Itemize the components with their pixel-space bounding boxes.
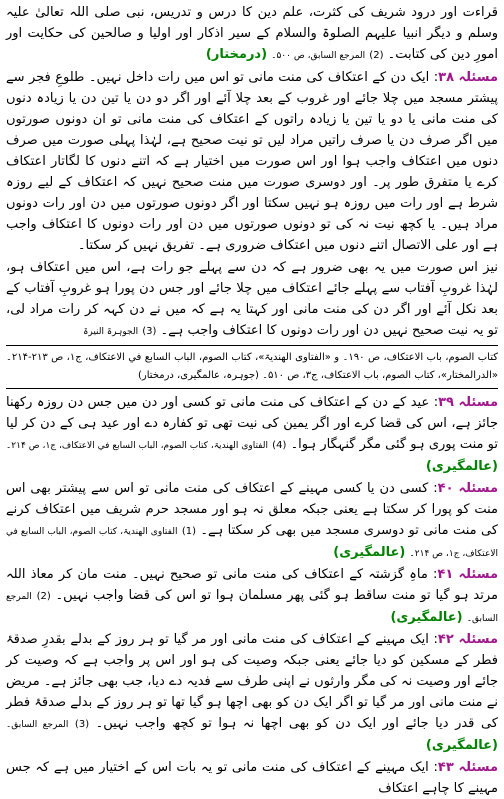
paragraph-text: ایک دن کے اعتکاف کی منت مانی تو اس میں رات داخل نہیں۔ طلوعِ فجر سے پیشتر مسجد میں چلا جائے اور غروب کے بعد چلا آئے اور اگر دو دن یا تین دن یا زیادہ دنوں کی منت مانی یا دو یا تین یا زیادہ راتوں کے اعتکاف کی منت مانی تو ان دونوں صورتوں میں اگر صرف دن یا صرف راتیں مراد لیں تو نیت صحیح ہے، لہٰذا پہلی صورت میں صرف دنوں میں اعتکاف واجب ہوا اور اس صورت میں اختیار ہے کہ اتنے دنوں کا لگاتار اعتکاف کرے یا متفرق طور پر۔ اور دوسری صورت میں منت صحیح نہیں کہ اعتکاف کے لیے روزہ شرط ہے اور رات میں روزہ ہو نہیں سکتا اور اگر دونوں صورتوں میں دن اور رات دونوں مراد ہیں۔ یا کچھ نیت نہ کی تو دونوں صورتوں میں دن اور رات دونوں کا اعتکاف واجب ہے اور علی الاتصال اتنے دنوں میں اعتکاف ضروری ہے۔ تفریق نہیں کر سکتا۔ [6,70,498,253]
paragraph-text: نیز اس صورت میں یہ بھی ضرور ہے کہ دن سے پہلے جو رات ہے، اس میں اعتکاف ہو، لہٰذا غروبِ آفتاب سے پہلے جائے اعتکاف میں چلا جائے اور جس دن پورا ہو غروبِ آفتاب کے بعد نکل آئے اور اگر دن کی منت مانی اور کہتا یہ ہے کہ میں نے دن کہہ کر رات مراد لی، تو یہ نیت صحیح نہیں دن اور رات دونوں کا اعتکاف واجب ہے۔ [6,260,498,338]
masala-label: مسئلہ [458,481,498,496]
masala-number: ۴۱ [437,567,454,582]
paragraph-text: عید کے دن کے اعتکاف کی منت مانی تو کسی اور دن میں جس دن روزہ رکھنا جائز ہے، اس کی قضا کرے اور اگر یمین کی نیت تھی تو کفارہ دے اور عید ہی کے دن کر لیا تو منت پوری ہو گئی مگر گنہگار ہوا۔ [6,395,498,452]
footnote-marker: (2) [36,591,51,602]
masala-41: مسئلہ ۴۱: ماہِ گزشتہ کے اعتکاف کی منت مانی تو صحیح نہیں۔ منت مان کر معاذ اللہ مرتد ہو گیا تو منت ساقط ہو گئی پھر مسلمان ہوا تو اس کی قضا واجب نہیں۔ (2) المرجع السابق۔ (عالمگیری) [6,567,499,625]
inline-reference-note: الفتاوی الھندیۃ، کتاب الصوم، الباب السابع في الاعتکاف، ج۱، ص ۲۱۴۔ [6,441,268,451]
masala-number: ۳۹ [438,395,454,410]
source-reference: (عالمگیری) [425,459,498,474]
paragraph-text: ایک مہینے کے اعتکاف کی منت مانی اور مر گیا تو ہر روز کے بدلے بقدرِ صدقۂ فطر کے مسکین کو دیا جائے یعنی جبکہ وصیت کی ہو اور اس پر واجب ہے کہ وصیت کر جائے اور وصیت نہ کی مگر وارثوں نے اپنی طرف سے فدیہ دے دیا، جب بھی جائز ہے۔ مریض نے منت مانی اور مر گیا تو اگر ایک دن کو بھی اچھا ہو گیا تھا تو ہر روز کے بدلے صدقۂ فطر کی قدر دیا جائے اور ایک دن کو بھی اچھا نہ ہوا تو کچھ واجب نہیں۔ [6,632,498,731]
masala-39: مسئلہ ۳۹: عید کے دن کے اعتکاف کی منت مانی تو کسی اور دن میں جس دن روزہ رکھنا جائز ہے، اس کی قضا کرے اور اگر یمین کی نیت تھی تو کفارہ دے اور عید ہی کے دن کر لیا تو منت پوری ہو گئی مگر گنہگار ہوا۔ (4) الفتاوی الھندیۃ، کتاب الصوم، الباب السابع في الاعتکاف، ج۱، ص ۲۱۴۔ (عالمگیری) [6,395,498,474]
inline-reference-note: المرجع السابق۔ [6,720,69,730]
paragraph-continuation [6,257,498,342]
inline-reference-note: المرجع السابق۔ [6,592,498,624]
source-reference: (عالمگیری) [425,738,498,753]
footnote-block: کتاب الصوم، باب الاعتکاف، ص ۱۹۰۔ و «الفتاوی الھندیۃ»، کتاب الصوم، الباب السابع في الاعتکاف، ج۱، ص ۲۱۳-۲۱۴۔ «الدرالمختار»، کتاب الصوم، باب الاعتکاف، ج۳، ص ۵۱۰۔ (جوہرہ، عالمگیری، درمختار) [6,352,498,381]
footnote-marker: (1) [181,526,197,537]
masala-38: مسئلہ ۳۸: ایک دن کے اعتکاف کی منت مانی تو اس میں رات داخل نہیں۔ طلوعِ فجر سے پیشتر مسجد میں چلا جائے اور غروب کے بعد چلا آئے اور اگر دو دن یا تین دن یا زیادہ دنوں کی منت مانی یا دو یا تین یا زیادہ راتوں کے اعتکاف کی منت مانی تو ان دونوں صورتوں میں اگر صرف دن یا صرف راتیں مراد لیں تو نیت صحیح ہے، لہٰذا پہلی صورت میں صرف دنوں میں اعتکاف واجب ہوا اور اس صورت میں اختیار ہے کہ اتنے دنوں کا لگاتار اعتکاف کرے یا متفرق طور پر۔ اور دوسری صورت میں منت صحیح نہیں کہ اعتکاف کے لیے روزہ شرط ہے اور رات میں روزہ ہو نہیں سکتا اور اگر دونوں صورتوں میں دن اور رات دونوں مراد ہیں۔ یا کچھ نیت نہ کی تو دونوں صورتوں میں دن اور رات دونوں کا اعتکاف واجب ہے اور علی الاتصال اتنے دنوں میں اعتکاف ضروری ہے۔ تفریق نہیں کر سکتا۔ [6,70,499,253]
paragraph-text: کسی دن یا کسی مہینے کے اعتکاف کی منت مانی تو اس سے پیشتر بھی اس منت کو پورا کر سکتا ہے یعنی جبکہ معلق نہ ہو اور مسجد حرم شریف میں اعتکاف کرنے کی منت مانی تو دوسری مسجد میں بھی کر سکتا ہے۔ [6,481,498,538]
inline-reference-note: المرجع السابق، ص ۵۰۰۔ [271,51,366,61]
masala-label: مسئلہ [458,632,499,647]
masala-40: مسئلہ ۴۰: کسی دن یا کسی مہینے کے اعتکاف کی منت مانی تو اس سے پیشتر بھی اس منت کو پورا کر سکتا ہے یعنی جبکہ معلق نہ ہو اور مسجد حرم شریف میں اعتکاف کرنے کی منت مانی تو دوسری مسجد میں بھی کر سکتا ہے۔ (1) الفتاوی الھندیۃ، کتاب الصوم، الباب السابع في الاعتکاف، ج۱، ص ۲۱۴۔ (عالمگیری) [6,481,498,560]
footnote-marker: (2) [369,50,384,61]
paragraph-text: قراءت اور درود شریف کی کثرت، علم دین کا درس و تدریس، نبی صلی اللہ تعالیٰ علیہ وسلم و دیگر انبیا علیہم الصلوۃ والسلام کے سیر اذکار اور اولیا و صالحین کی حکایت اور امورِ دین کی کتابت۔ [6,5,498,62]
inline-reference-note: الفتاوی الھندیۃ، کتاب الصوم، الباب السابع في الاعتکاف، ج۱، ص ۲۱۴۔ [6,527,498,559]
masala-label: مسئلہ [458,395,498,410]
masala-label: مسئلہ [458,70,499,85]
masala-number: ۴۲ [437,632,454,647]
inline-reference-note: الجوہرۃ النیرۃ [83,327,139,337]
source-reference: (عالمگیری) [333,545,406,560]
masala-label: مسئلہ [458,567,498,582]
paragraph-text: ایک مہینے کے اعتکاف کی منت مانی تو یہ بات اس کے اختیار میں ہے کہ جس مہینے کا چاہے اعتکاف [6,760,498,796]
masala-label: مسئلہ [458,760,499,775]
masala-number: ۴۰ [437,481,454,496]
masala-42: مسئلہ ۴۲: ایک مہینے کے اعتکاف کی منت مانی اور مر گیا تو ہر روز کے بدلے بقدرِ صدقۂ فطر کے مسکین کو دیا جائے یعنی جبکہ وصیت کی ہو اور اس پر واجب ہے کہ وصیت کر جائے اور وصیت نہ کی مگر وارثوں نے اپنی طرف سے فدیہ دے دیا، جب بھی جائز ہے۔ مریض نے منت مانی اور مر گیا تو اگر ایک دن کو بھی اچھا ہو گیا تھا تو ہر روز کے بدلے صدقۂ فطر کی قدر دیا جائے اور ایک دن کو بھی اچھا نہ ہوا تو کچھ واجب نہیں۔ (3) المرجع السابق۔ (عالمگیری) [6,632,499,753]
source-reference: (درمختار) [205,47,268,62]
footnote-separator [6,388,498,389]
masala-43: مسئلہ ۴۳: ایک مہینے کے اعتکاف کی منت مانی تو یہ بات اس کے اختیار میں ہے کہ جس مہینے کا چاہے اعتکاف [6,760,499,796]
footnote-separator [6,345,498,346]
source-reference: (عالمگیری) [390,610,463,625]
masala-number: ۳۸ [438,70,455,85]
footnote-marker: (3) [142,326,157,337]
footnote-marker: (4) [272,440,287,451]
footnote-marker: (3) [74,719,90,730]
masala-number: ۴۳ [437,760,454,775]
paragraph-text: ماہِ گزشتہ کے اعتکاف کی منت مانی تو صحیح نہیں۔ منت مان کر معاذ اللہ مرتد ہو گیا تو منت ساقط ہو گئی پھر مسلمان ہوا تو اس کی قضا واجب نہیں۔ [6,567,499,603]
paragraph-intro [6,2,498,66]
